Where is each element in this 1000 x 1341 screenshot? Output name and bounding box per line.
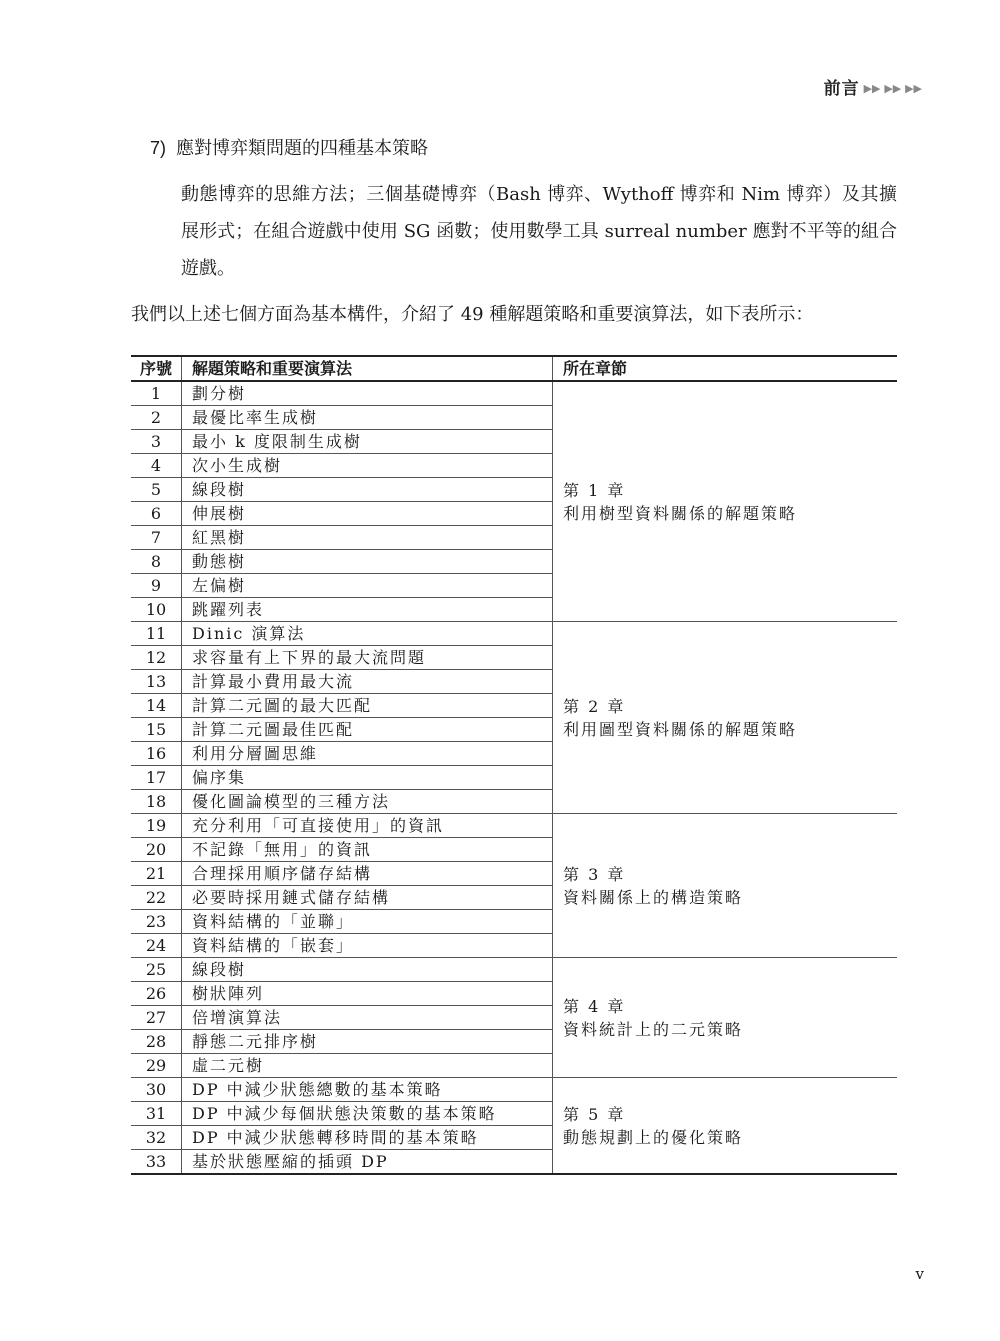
row-strategy: 線段樹 [182, 478, 553, 502]
chapter-number: 第 1 章 [563, 480, 626, 500]
row-strategy: 合理採用順序儲存結構 [182, 862, 553, 886]
chapter-title: 動態規劃上的優化策略 [563, 1127, 744, 1147]
row-number: 29 [131, 1054, 182, 1078]
row-strategy: 基於狀態壓縮的插頭 DP [182, 1150, 553, 1175]
row-number: 6 [131, 502, 182, 526]
row-strategy: 資料結構的「並聯」 [182, 910, 553, 934]
row-strategy: 最小 k 度限制生成樹 [182, 430, 553, 454]
table-row [131, 814, 897, 838]
row-number: 7 [131, 526, 182, 550]
row-strategy: 不記錄「無用」的資訊 [182, 838, 553, 862]
chapter-number: 第 3 章 [563, 864, 626, 884]
row-number: 14 [131, 694, 182, 718]
row-strategy: DP 中減少每個狀態決策數的基本策略 [182, 1102, 553, 1126]
header-chapter: 所在章節 [553, 356, 898, 381]
row-strategy: 充分利用「可直接使用」的資訊 [182, 814, 553, 838]
row-strategy: 線段樹 [182, 958, 553, 982]
row-strategy: 倍增演算法 [182, 1006, 553, 1030]
running-header [824, 74, 922, 99]
row-number: 18 [131, 790, 182, 814]
row-number: 31 [131, 1102, 182, 1126]
row-number: 4 [131, 454, 182, 478]
row-number: 25 [131, 958, 182, 982]
row-number: 10 [131, 598, 182, 622]
table-header-row [131, 356, 897, 381]
intro-paragraph: 我們以上述七個方面為基本構件，介紹了 49 種解題策略和重要演算法，如下表所示： [131, 304, 814, 325]
row-strategy: 資料結構的「嵌套」 [182, 934, 553, 958]
row-strategy: 紅黑樹 [182, 526, 553, 550]
chapter-number: 第 4 章 [563, 996, 626, 1016]
row-strategy: 靜態二元排序樹 [182, 1030, 553, 1054]
row-number: 33 [131, 1150, 182, 1175]
row-strategy: 跳躍列表 [182, 598, 553, 622]
header-title: 前言 [823, 79, 860, 99]
row-number: 17 [131, 766, 182, 790]
row-chapter [553, 1078, 898, 1175]
chapter-title: 利用樹型資料關係的解題策略 [563, 503, 798, 523]
row-chapter [553, 622, 898, 814]
row-number: 12 [131, 646, 182, 670]
row-strategy: 伸展樹 [182, 502, 553, 526]
row-number: 15 [131, 718, 182, 742]
row-strategy: Dinic 演算法 [182, 622, 553, 646]
row-strategy: 動態樹 [182, 550, 553, 574]
page-number: v [915, 1265, 924, 1283]
chapter-number: 第 2 章 [563, 696, 626, 716]
row-number: 8 [131, 550, 182, 574]
strategy-table [131, 355, 897, 1175]
row-number: 5 [131, 478, 182, 502]
row-number: 3 [131, 430, 182, 454]
row-number: 11 [131, 622, 182, 646]
row-chapter [553, 814, 898, 958]
row-number: 20 [131, 838, 182, 862]
row-strategy: 虛二元樹 [182, 1054, 553, 1078]
table-body [131, 381, 897, 1174]
item-title: 應對博弈類問題的四種基本策略 [176, 138, 429, 159]
row-strategy: 求容量有上下界的最大流問題 [182, 646, 553, 670]
row-strategy: 樹狀陣列 [182, 982, 553, 1006]
table-row [131, 622, 897, 646]
row-strategy: DP 中減少狀態轉移時間的基本策略 [182, 1126, 553, 1150]
table-row [131, 381, 897, 406]
row-number: 27 [131, 1006, 182, 1030]
row-number: 32 [131, 1126, 182, 1150]
header-strategy: 解題策略和重要演算法 [182, 356, 553, 381]
chapter-title: 利用圖型資料關係的解題策略 [563, 719, 798, 739]
chapter-title: 資料關係上的構造策略 [563, 887, 744, 907]
row-strategy: 劃分樹 [182, 381, 553, 406]
row-number: 26 [131, 982, 182, 1006]
row-number: 13 [131, 670, 182, 694]
header-arrows-icon: ▶▶ ▶▶ ▶▶ [863, 82, 922, 95]
row-number: 2 [131, 406, 182, 430]
item-heading [150, 134, 428, 160]
row-chapter [553, 958, 898, 1078]
row-strategy: 利用分層圖思維 [182, 742, 553, 766]
row-number: 28 [131, 1030, 182, 1054]
row-chapter [553, 381, 898, 622]
row-strategy: 計算二元圖最佳匹配 [182, 718, 553, 742]
row-strategy: 偏序集 [182, 766, 553, 790]
table-row [131, 1078, 897, 1102]
item-body: 動態博弈的思維方法；三個基礎博弈（Bash 博弈、Wythoff 博弈和 Nim 博弈）及其擴展形式；在組合遊戲中使用 SG 函數；使用數學工具 surreal number 應對不平等的組合遊戲。 [181, 184, 897, 279]
chapter-title: 資料統計上的二元策略 [563, 1019, 744, 1039]
row-strategy: 必要時採用鏈式儲存結構 [182, 886, 553, 910]
chapter-number: 第 5 章 [563, 1104, 626, 1124]
row-number: 23 [131, 910, 182, 934]
row-number: 16 [131, 742, 182, 766]
row-strategy: 次小生成樹 [182, 454, 553, 478]
row-number: 19 [131, 814, 182, 838]
row-number: 21 [131, 862, 182, 886]
row-strategy: 最優比率生成樹 [182, 406, 553, 430]
row-number: 30 [131, 1078, 182, 1102]
row-strategy: 優化圖論模型的三種方法 [182, 790, 553, 814]
header-number: 序號 [131, 356, 182, 381]
row-strategy: 計算二元圖的最大匹配 [182, 694, 553, 718]
row-strategy: DP 中減少狀態總數的基本策略 [182, 1078, 553, 1102]
row-number: 24 [131, 934, 182, 958]
row-number: 9 [131, 574, 182, 598]
table-row [131, 958, 897, 982]
item-number: 7) [150, 138, 167, 158]
row-strategy: 計算最小費用最大流 [182, 670, 553, 694]
row-strategy: 左偏樹 [182, 574, 553, 598]
row-number: 22 [131, 886, 182, 910]
row-number: 1 [131, 381, 182, 406]
